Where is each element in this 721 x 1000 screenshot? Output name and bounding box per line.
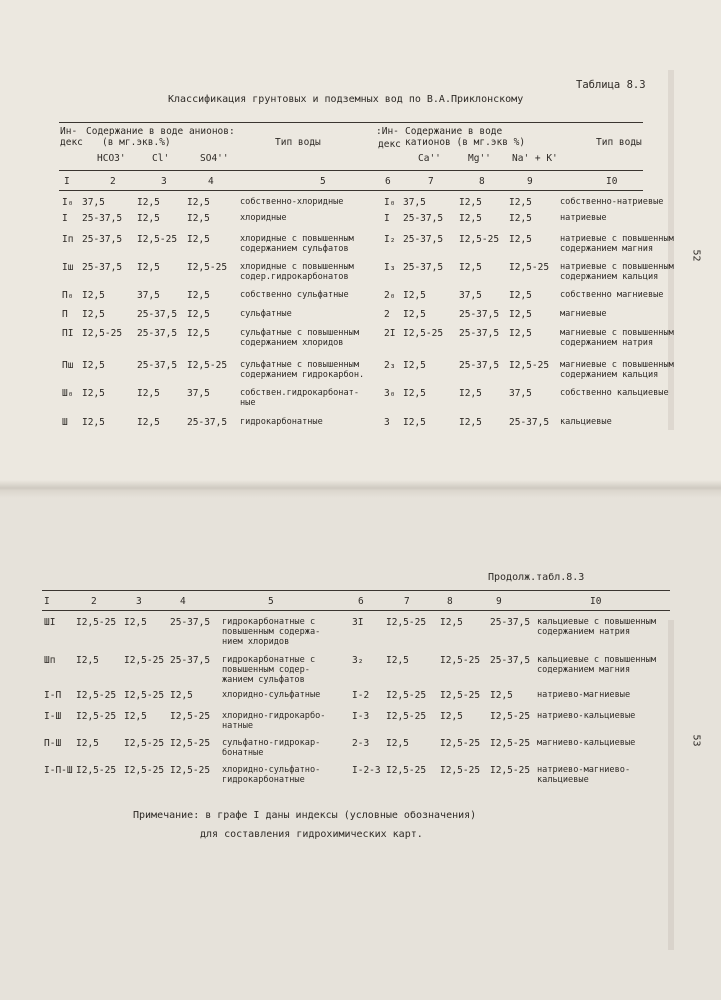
table-cell: I2,5 — [459, 197, 482, 208]
table-cell: 37,5 — [82, 197, 105, 208]
cont-table-cell: I2,5-25 — [124, 738, 165, 749]
col-number: 4 — [208, 176, 214, 187]
table-cell: 3 — [384, 417, 390, 428]
cont-table-cell: I2,5-25 — [76, 690, 117, 701]
cont-col-number: 5 — [268, 596, 274, 607]
table-cell: I2,5 — [403, 290, 426, 301]
cont-col-number: 9 — [496, 596, 502, 607]
col-number: 5 — [320, 176, 326, 187]
table-cell: I2,5 — [509, 290, 532, 301]
anions-header: Содержание в воде анионов: — [86, 126, 235, 137]
table-cell: I — [62, 213, 68, 224]
cont-cation-type-cell: натриево-магниевые — [537, 690, 631, 700]
cont-table-cell: I2,5 — [170, 690, 193, 701]
table-cell: I2,5 — [137, 417, 160, 428]
cont-table-cell: Шп — [44, 655, 56, 666]
cont-table-cell: I2,5-25 — [124, 690, 165, 701]
cont-col-number: I — [44, 596, 50, 607]
cont-anion-type-cell: сульфатно-гидрокар- бонатные — [222, 738, 321, 758]
anion-col-so4: SO4'' — [200, 153, 229, 164]
type-header: Тип воды — [275, 137, 321, 148]
cont-table-cell: I-П — [44, 690, 62, 701]
cont-table-cell: I2,5 — [76, 738, 99, 749]
cont-table-cell: I2,5-25 — [440, 655, 481, 666]
table-cell: 25-37,5 — [509, 417, 550, 428]
table-cell: I2,5 — [187, 213, 210, 224]
table-cell: I2,5 — [459, 417, 482, 428]
cont-table-cell: ШI — [44, 617, 56, 628]
col-number: I0 — [606, 176, 618, 187]
page-fold — [0, 480, 721, 498]
cation-col-ca: Ca'' — [418, 153, 441, 164]
table-cell: I2,5 — [403, 388, 426, 399]
cont-table-cell: I2,5-25 — [386, 711, 427, 722]
anion-col-cl: Cl' — [152, 153, 170, 164]
table-label: Таблица 8.3 — [576, 79, 646, 91]
table-cell: 2 — [384, 309, 390, 320]
table-cell: I2,5 — [137, 197, 160, 208]
cont-table-cell: I2,5 — [124, 711, 147, 722]
table-cell: ПI — [62, 328, 74, 339]
cont-anion-type-cell: хлоридно-сульфатные — [222, 690, 321, 700]
cont-col-number: I0 — [590, 596, 602, 607]
table-cell: I2,5 — [509, 328, 532, 339]
table-cell: I2,5 — [403, 417, 426, 428]
cont-col-number: 7 — [404, 596, 410, 607]
cont-anion-type-cell: хлоридно-сульфатно- гидрокарбонатные — [222, 765, 321, 785]
table-cell: I2,5 — [509, 234, 532, 245]
table-cell: 2₀ — [384, 290, 396, 301]
anion-type-cell: гидрокарбонатные — [240, 417, 323, 427]
cont-table-cell: I2,5 — [440, 617, 463, 628]
table-cell: I2,5-25 — [403, 328, 444, 339]
cont-table-cell: I-3 — [352, 711, 370, 722]
table-cell: I2,5 — [187, 309, 210, 320]
table-cell: 37,5 — [187, 388, 210, 399]
anion-type-cell: собственно-хлоридные — [240, 197, 344, 207]
table-cell: 25-37,5 — [82, 262, 123, 273]
table-cell: Пш — [62, 360, 74, 371]
type-header-2: Тип воды — [596, 137, 642, 148]
cont-rule-bottom — [42, 610, 670, 611]
anion-type-cell: собствен.гидрокарбонат- ные — [240, 388, 359, 408]
col-number: 3 — [161, 176, 167, 187]
anion-type-cell: сульфатные с повышенным содержанием гидрокарбон. — [240, 360, 365, 380]
cations-header: Содержание в воде — [405, 126, 503, 137]
page-number-bottom: 53 — [690, 734, 702, 747]
table-cell: I2,5 — [137, 388, 160, 399]
table-cell: П₀ — [62, 290, 74, 301]
cont-table-cell: I2,5-25 — [170, 738, 211, 749]
table-cell: I₃ — [384, 262, 396, 273]
table-cell: I2,5 — [82, 309, 105, 320]
table-cell: I2,5 — [82, 290, 105, 301]
cont-col-number: 4 — [180, 596, 186, 607]
table-title: Классификация грунтовых и подземных вод по В.А.Приклонскому — [168, 94, 524, 105]
table-cell: I2,5 — [459, 213, 482, 224]
table-cell: 25-37,5 — [403, 234, 444, 245]
cont-table-cell: 25-37,5 — [490, 617, 531, 628]
table-cell: 25-37,5 — [137, 309, 178, 320]
table-cell: 25-37,5 — [82, 234, 123, 245]
cont-table-cell: 3I — [352, 617, 364, 628]
table-cell: I2,5 — [187, 197, 210, 208]
cation-type-cell: натриевые с повышенным содержанием кальция — [560, 262, 674, 282]
anion-type-cell: хлоридные с повышенным содер.гидрокарбонатов — [240, 262, 354, 282]
cont-table-cell: I2,5-25 — [386, 765, 427, 776]
cont-table-cell: П-Ш — [44, 738, 62, 749]
cont-anion-type-cell: хлоридно-гидрокарбо- натные — [222, 711, 326, 731]
col-number: 9 — [527, 176, 533, 187]
table-cell: Ш — [62, 417, 68, 428]
table-cell: I2,5 — [82, 388, 105, 399]
table-cell: I2,5 — [187, 328, 210, 339]
anion-col-hco3: HCO3' — [97, 153, 126, 164]
table-cell: I2,5-25 — [137, 234, 178, 245]
table-cell: I — [384, 213, 390, 224]
cation-type-cell: собственно кальциевые — [560, 388, 669, 398]
cont-cation-type-cell: натриево-кальциевые — [537, 711, 636, 721]
index-header-2: :Ин- — [376, 126, 399, 137]
table-cell: I2,5-25 — [509, 360, 550, 371]
header-rule-bottom — [59, 190, 643, 191]
anion-type-cell: сульфатные с повышенным содержанием хлоридов — [240, 328, 359, 348]
table-cell: I2,5 — [137, 213, 160, 224]
table-cell: Iп — [62, 234, 74, 245]
table-cell: 25-37,5 — [82, 213, 123, 224]
table-cell: 25-37,5 — [137, 328, 178, 339]
table-cell: I2,5-25 — [459, 234, 500, 245]
table-cell: 3₀ — [384, 388, 396, 399]
table-cell: I2,5 — [509, 309, 532, 320]
anion-type-cell: сульфатные — [240, 309, 292, 319]
cations-unit: катионов (в мг.экв %) — [405, 137, 526, 148]
cont-col-number: 2 — [91, 596, 97, 607]
header-rule-mid — [59, 170, 643, 171]
col-number: 6 — [385, 176, 391, 187]
cont-table-cell: I2,5-25 — [386, 690, 427, 701]
table-cell: 2₃ — [384, 360, 396, 371]
cont-table-cell: I-2 — [352, 690, 370, 701]
table-cell: I2,5 — [509, 197, 532, 208]
note-line-1: Примечание: в графе I даны индексы (условные обозначения) — [133, 810, 477, 821]
table-cell: I2,5 — [187, 290, 210, 301]
cont-cation-type-cell: кальциевые с повышенным содержанием магния — [537, 655, 656, 675]
cont-table-cell: I2,5-25 — [76, 765, 117, 776]
cont-table-cell: I2,5-25 — [440, 765, 481, 776]
cont-table-cell: I-2-3 — [352, 765, 381, 776]
table-cell: 37,5 — [459, 290, 482, 301]
cation-type-cell: магниевые с повышенным содержанием кальция — [560, 360, 674, 380]
cont-table-cell: I2,5-25 — [490, 738, 531, 749]
cont-table-cell: I2,5-25 — [76, 617, 117, 628]
table-cell: П — [62, 309, 68, 320]
table-cell: 37,5 — [509, 388, 532, 399]
cation-col-nak: Na' + K' — [512, 153, 558, 164]
cont-table-cell: I-П-Ш — [44, 765, 73, 776]
table-cell: 25-37,5 — [403, 213, 444, 224]
cont-table-cell: I2,5-25 — [490, 765, 531, 776]
table-cell: I₂ — [384, 234, 396, 245]
cont-table-cell: 25-37,5 — [490, 655, 531, 666]
cont-table-cell: 2-3 — [352, 738, 370, 749]
table-cell: I2,5 — [403, 309, 426, 320]
anions-unit: (в мг.экв.%) — [102, 137, 171, 148]
cont-rule-top — [42, 590, 670, 591]
col-number: I — [64, 176, 70, 187]
cation-col-mg: Mg'' — [468, 153, 491, 164]
cation-type-cell: магниевые — [560, 309, 607, 319]
col-number: 8 — [479, 176, 485, 187]
table-cell: I2,5-25 — [187, 262, 228, 273]
cont-cation-type-cell: магниево-кальциевые — [537, 738, 636, 748]
table-cell: 25-37,5 — [459, 309, 500, 320]
anion-type-cell: хлоридные — [240, 213, 287, 223]
cont-table-cell: I2,5 — [490, 690, 513, 701]
cont-col-number: 6 — [358, 596, 364, 607]
anion-type-cell: хлоридные с повышенным содержанием сульфатов — [240, 234, 354, 254]
cont-table-cell: I2,5-25 — [170, 711, 211, 722]
cont-table-cell: I2,5-25 — [490, 711, 531, 722]
table-cell: I₀ — [384, 197, 396, 208]
col-number: 7 — [428, 176, 434, 187]
cont-table-cell: I2,5 — [440, 711, 463, 722]
table-cell: I2,5 — [82, 417, 105, 428]
cation-type-cell: собственно-натриевые — [560, 197, 664, 207]
cation-type-cell: кальциевые — [560, 417, 612, 427]
cont-table-cell: I-Ш — [44, 711, 62, 722]
cont-cation-type-cell: натриево-магниево- кальциевые — [537, 765, 631, 785]
cont-anion-type-cell: гидрокарбонатные с повышенным содер- жанием сульфатов — [222, 655, 316, 685]
cont-table-cell: 25-37,5 — [170, 617, 211, 628]
table-cell: I2,5 — [459, 262, 482, 273]
page-number-top: 52 — [690, 249, 702, 262]
note-line-2: для составления гидрохимических карт. — [200, 829, 423, 840]
cont-col-number: 8 — [447, 596, 453, 607]
table-cell: 25-37,5 — [187, 417, 228, 428]
cont-table-cell: I2,5-25 — [124, 655, 165, 666]
table-cell: I2,5-25 — [509, 262, 550, 273]
table-cell: Ш₀ — [62, 388, 74, 399]
table-cell: I2,5 — [187, 234, 210, 245]
cont-col-number: 3 — [136, 596, 142, 607]
cont-table-cell: 3₂ — [352, 655, 364, 666]
cont-table-cell: I2,5 — [386, 738, 409, 749]
cont-table-cell: 25-37,5 — [170, 655, 211, 666]
cont-table-cell: I2,5-25 — [386, 617, 427, 628]
table-cell: I2,5 — [509, 213, 532, 224]
table-cell: I2,5 — [459, 388, 482, 399]
cont-table-cell: I2,5 — [76, 655, 99, 666]
cont-table-cell: I2,5-25 — [440, 738, 481, 749]
cation-type-cell: собственно магниевые — [560, 290, 664, 300]
show-through-mark — [668, 620, 674, 950]
index-header-2b: декс — [378, 139, 401, 150]
table-cell: 37,5 — [137, 290, 160, 301]
cont-table-cell: I2,5 — [386, 655, 409, 666]
table-cell: Iш — [62, 262, 74, 273]
table-cell: I2,5-25 — [82, 328, 123, 339]
table-cell: I2,5 — [82, 360, 105, 371]
table-cell: I2,5 — [403, 360, 426, 371]
header-rule-top — [59, 122, 643, 123]
index-header: Ин- декс — [60, 126, 83, 148]
continuation-label: Продолж.табл.8.3 — [488, 572, 585, 583]
cation-type-cell: натриевые с повышенным содержанием магния — [560, 234, 674, 254]
cont-cation-type-cell: кальциевые с повышенным содержанием натрия — [537, 617, 656, 637]
table-cell: I2,5 — [137, 262, 160, 273]
cation-type-cell: магниевые с повышенным содержанием натрия — [560, 328, 674, 348]
col-number: 2 — [110, 176, 116, 187]
cont-table-cell: I2,5-25 — [124, 765, 165, 776]
table-cell: 25-37,5 — [459, 328, 500, 339]
cont-table-cell: I2,5-25 — [76, 711, 117, 722]
cont-table-cell: I2,5-25 — [440, 690, 481, 701]
table-cell: 2I — [384, 328, 396, 339]
cont-anion-type-cell: гидрокарбонатные с повышенным содержа- нием хлоридов — [222, 617, 321, 647]
table-cell: I2,5-25 — [187, 360, 228, 371]
table-cell: 25-37,5 — [137, 360, 178, 371]
table-cell: I₀ — [62, 197, 74, 208]
cation-type-cell: натриевые — [560, 213, 607, 223]
anion-type-cell: собственно сульфатные — [240, 290, 349, 300]
table-cell: 25-37,5 — [459, 360, 500, 371]
table-cell: 37,5 — [403, 197, 426, 208]
table-cell: 25-37,5 — [403, 262, 444, 273]
cont-table-cell: I2,5 — [124, 617, 147, 628]
cont-table-cell: I2,5-25 — [170, 765, 211, 776]
